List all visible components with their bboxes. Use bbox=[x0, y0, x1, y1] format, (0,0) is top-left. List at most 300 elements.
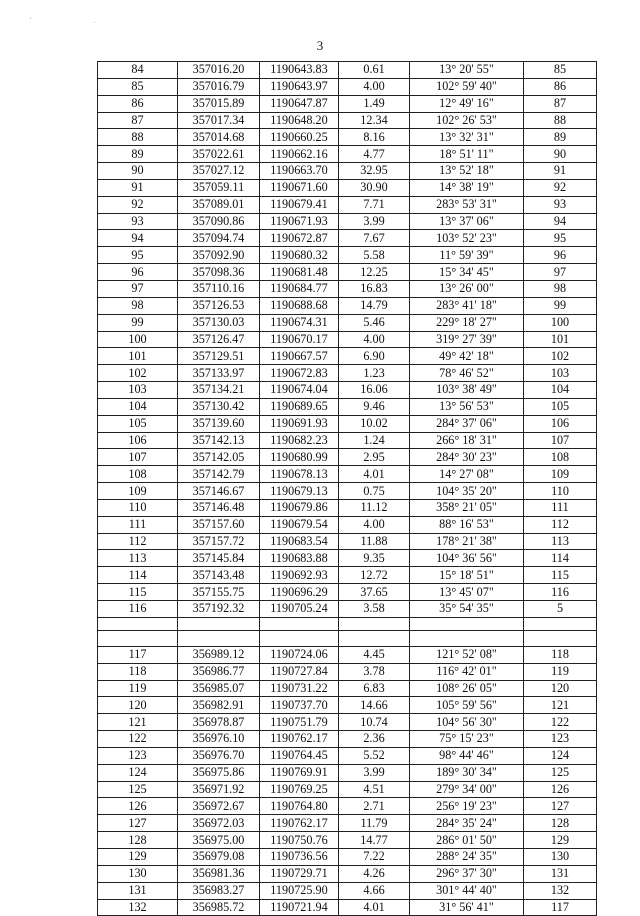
x-coordinate-cell: 356986.77 bbox=[178, 663, 260, 680]
y-coordinate-cell: 1190679.86 bbox=[260, 499, 339, 516]
next-point-cell: 115 bbox=[524, 567, 597, 584]
next-point-cell: 123 bbox=[524, 731, 597, 748]
x-coordinate-cell: 357143.48 bbox=[178, 567, 260, 584]
table-row bbox=[98, 550, 597, 567]
point-number-cell: 131 bbox=[98, 882, 178, 899]
empty-cell bbox=[339, 630, 410, 646]
x-coordinate-cell: 357110.16 bbox=[178, 280, 260, 297]
x-coordinate-cell: 357016.20 bbox=[178, 62, 260, 79]
bearing-cell: 283° 53' 31" bbox=[410, 196, 524, 213]
blank-row bbox=[98, 617, 597, 630]
next-point-cell: 108 bbox=[524, 449, 597, 466]
bearing-cell: 13° 20' 55" bbox=[410, 62, 524, 79]
y-coordinate-cell: 1190643.83 bbox=[260, 62, 339, 79]
y-coordinate-cell: 1190683.88 bbox=[260, 550, 339, 567]
next-point-cell: 110 bbox=[524, 483, 597, 500]
x-coordinate-cell: 356983.27 bbox=[178, 882, 260, 899]
distance-cell: 30.90 bbox=[339, 179, 410, 196]
table-row bbox=[98, 601, 597, 618]
table-row bbox=[98, 483, 597, 500]
bearing-cell: 102° 59' 40" bbox=[410, 78, 524, 95]
distance-cell: 4.01 bbox=[339, 899, 410, 916]
table-row bbox=[98, 832, 597, 849]
table-row bbox=[98, 365, 597, 382]
next-point-cell: 121 bbox=[524, 697, 597, 714]
x-coordinate-cell: 356975.86 bbox=[178, 764, 260, 781]
next-point-cell: 89 bbox=[524, 129, 597, 146]
x-coordinate-cell: 357129.51 bbox=[178, 348, 260, 365]
distance-cell: 10.02 bbox=[339, 415, 410, 432]
next-point-cell: 131 bbox=[524, 865, 597, 882]
y-coordinate-cell: 1190678.13 bbox=[260, 466, 339, 483]
empty-cell bbox=[410, 617, 524, 630]
next-point-cell: 85 bbox=[524, 62, 597, 79]
y-coordinate-cell: 1190647.87 bbox=[260, 95, 339, 112]
distance-cell: 7.67 bbox=[339, 230, 410, 247]
y-coordinate-cell: 1190681.48 bbox=[260, 264, 339, 281]
bearing-cell: 98° 44' 46" bbox=[410, 747, 524, 764]
x-coordinate-cell: 357017.34 bbox=[178, 112, 260, 129]
point-number-cell: 132 bbox=[98, 899, 178, 916]
y-coordinate-cell: 1190762.17 bbox=[260, 815, 339, 832]
next-point-cell: 104 bbox=[524, 382, 597, 399]
table-row bbox=[98, 280, 597, 297]
next-point-cell: 86 bbox=[524, 78, 597, 95]
distance-cell: 1.23 bbox=[339, 365, 410, 382]
point-number-cell: 122 bbox=[98, 731, 178, 748]
next-point-cell: 119 bbox=[524, 663, 597, 680]
distance-cell: 0.75 bbox=[339, 483, 410, 500]
bearing-cell: 319° 27' 39" bbox=[410, 331, 524, 348]
bearing-cell: 103° 52' 23" bbox=[410, 230, 524, 247]
x-coordinate-cell: 357133.97 bbox=[178, 365, 260, 382]
point-number-cell: 125 bbox=[98, 781, 178, 798]
x-coordinate-cell: 357134.21 bbox=[178, 382, 260, 399]
y-coordinate-cell: 1190725.90 bbox=[260, 882, 339, 899]
y-coordinate-cell: 1190682.23 bbox=[260, 432, 339, 449]
bearing-cell: 288° 24' 35" bbox=[410, 848, 524, 865]
y-coordinate-cell: 1190764.80 bbox=[260, 798, 339, 815]
distance-cell: 2.36 bbox=[339, 731, 410, 748]
point-number-cell: 121 bbox=[98, 714, 178, 731]
next-point-cell: 102 bbox=[524, 348, 597, 365]
y-coordinate-cell: 1190680.32 bbox=[260, 247, 339, 264]
point-number-cell: 128 bbox=[98, 832, 178, 849]
distance-cell: 3.99 bbox=[339, 764, 410, 781]
bearing-cell: 11° 59' 39" bbox=[410, 247, 524, 264]
next-point-cell: 111 bbox=[524, 499, 597, 516]
y-coordinate-cell: 1190672.83 bbox=[260, 365, 339, 382]
distance-cell: 3.58 bbox=[339, 601, 410, 618]
y-coordinate-cell: 1190705.24 bbox=[260, 601, 339, 618]
bearing-cell: 104° 35' 20" bbox=[410, 483, 524, 500]
x-coordinate-cell: 357130.42 bbox=[178, 398, 260, 415]
distance-cell: 10.74 bbox=[339, 714, 410, 731]
distance-cell: 5.58 bbox=[339, 247, 410, 264]
point-number-cell: 130 bbox=[98, 865, 178, 882]
x-coordinate-cell: 356978.87 bbox=[178, 714, 260, 731]
bearing-cell: 284° 37' 06" bbox=[410, 415, 524, 432]
point-number-cell: 116 bbox=[98, 601, 178, 618]
distance-cell: 14.77 bbox=[339, 832, 410, 849]
bearing-cell: 116° 42' 01" bbox=[410, 663, 524, 680]
next-point-cell: 93 bbox=[524, 196, 597, 213]
point-number-cell: 123 bbox=[98, 747, 178, 764]
point-number-cell: 101 bbox=[98, 348, 178, 365]
distance-cell: 11.88 bbox=[339, 533, 410, 550]
bearing-cell: 189° 30' 34" bbox=[410, 764, 524, 781]
table-row bbox=[98, 499, 597, 516]
bearing-cell: 13° 32' 31" bbox=[410, 129, 524, 146]
distance-cell: 12.25 bbox=[339, 264, 410, 281]
next-point-cell: 94 bbox=[524, 213, 597, 230]
table-row bbox=[98, 331, 597, 348]
x-coordinate-cell: 356976.10 bbox=[178, 731, 260, 748]
next-point-cell: 125 bbox=[524, 764, 597, 781]
x-coordinate-cell: 357155.75 bbox=[178, 584, 260, 601]
point-number-cell: 118 bbox=[98, 663, 178, 680]
x-coordinate-cell: 357146.67 bbox=[178, 483, 260, 500]
table-row bbox=[98, 680, 597, 697]
y-coordinate-cell: 1190769.25 bbox=[260, 781, 339, 798]
x-coordinate-cell: 357059.11 bbox=[178, 179, 260, 196]
x-coordinate-cell: 357145.84 bbox=[178, 550, 260, 567]
table-row bbox=[98, 781, 597, 798]
next-point-cell: 113 bbox=[524, 533, 597, 550]
point-number-cell: 124 bbox=[98, 764, 178, 781]
y-coordinate-cell: 1190689.65 bbox=[260, 398, 339, 415]
y-coordinate-cell: 1190769.91 bbox=[260, 764, 339, 781]
point-number-cell: 107 bbox=[98, 449, 178, 466]
x-coordinate-cell: 357146.48 bbox=[178, 499, 260, 516]
point-number-cell: 92 bbox=[98, 196, 178, 213]
point-number-cell: 119 bbox=[98, 680, 178, 697]
x-coordinate-cell: 357089.01 bbox=[178, 196, 260, 213]
point-number-cell: 111 bbox=[98, 516, 178, 533]
point-number-cell: 120 bbox=[98, 697, 178, 714]
distance-cell: 7.71 bbox=[339, 196, 410, 213]
y-coordinate-cell: 1190648.20 bbox=[260, 112, 339, 129]
next-point-cell: 101 bbox=[524, 331, 597, 348]
bearing-cell: 279° 34' 00" bbox=[410, 781, 524, 798]
y-coordinate-cell: 1190691.93 bbox=[260, 415, 339, 432]
table-row bbox=[98, 882, 597, 899]
bearing-cell: 13° 45' 07" bbox=[410, 584, 524, 601]
table-row bbox=[98, 533, 597, 550]
bearing-cell: 121° 52' 08" bbox=[410, 646, 524, 663]
y-coordinate-cell: 1190679.54 bbox=[260, 516, 339, 533]
y-coordinate-cell: 1190727.84 bbox=[260, 663, 339, 680]
point-number-cell: 84 bbox=[98, 62, 178, 79]
point-number-cell: 90 bbox=[98, 163, 178, 180]
y-coordinate-cell: 1190762.17 bbox=[260, 731, 339, 748]
next-point-cell: 91 bbox=[524, 163, 597, 180]
next-point-cell: 109 bbox=[524, 466, 597, 483]
point-number-cell: 88 bbox=[98, 129, 178, 146]
bearing-cell: 13° 26' 00" bbox=[410, 280, 524, 297]
next-point-cell: 114 bbox=[524, 550, 597, 567]
point-number-cell: 108 bbox=[98, 466, 178, 483]
point-number-cell: 91 bbox=[98, 179, 178, 196]
y-coordinate-cell: 1190660.25 bbox=[260, 129, 339, 146]
y-coordinate-cell: 1190662.16 bbox=[260, 146, 339, 163]
table-row bbox=[98, 663, 597, 680]
y-coordinate-cell: 1190643.97 bbox=[260, 78, 339, 95]
next-point-cell: 132 bbox=[524, 882, 597, 899]
distance-cell: 9.46 bbox=[339, 398, 410, 415]
next-point-cell: 130 bbox=[524, 848, 597, 865]
distance-cell: 8.16 bbox=[339, 129, 410, 146]
point-number-cell: 126 bbox=[98, 798, 178, 815]
y-coordinate-cell: 1190731.22 bbox=[260, 680, 339, 697]
bearing-cell: 49° 42' 18" bbox=[410, 348, 524, 365]
point-number-cell: 89 bbox=[98, 146, 178, 163]
x-coordinate-cell: 357142.79 bbox=[178, 466, 260, 483]
bearing-cell: 284° 35' 24" bbox=[410, 815, 524, 832]
distance-cell: 1.49 bbox=[339, 95, 410, 112]
point-number-cell: 86 bbox=[98, 95, 178, 112]
bearing-cell: 102° 26' 53" bbox=[410, 112, 524, 129]
y-coordinate-cell: 1190680.99 bbox=[260, 449, 339, 466]
table-row bbox=[98, 432, 597, 449]
table-row bbox=[98, 95, 597, 112]
point-number-cell: 96 bbox=[98, 264, 178, 281]
y-coordinate-cell: 1190663.70 bbox=[260, 163, 339, 180]
distance-cell: 4.00 bbox=[339, 331, 410, 348]
x-coordinate-cell: 357157.72 bbox=[178, 533, 260, 550]
x-coordinate-cell: 357142.13 bbox=[178, 432, 260, 449]
y-coordinate-cell: 1190683.54 bbox=[260, 533, 339, 550]
bearing-cell: 12° 49' 16" bbox=[410, 95, 524, 112]
distance-cell: 4.77 bbox=[339, 146, 410, 163]
x-coordinate-cell: 357090.86 bbox=[178, 213, 260, 230]
bearing-cell: 104° 36' 56" bbox=[410, 550, 524, 567]
x-coordinate-cell: 357014.68 bbox=[178, 129, 260, 146]
next-point-cell: 116 bbox=[524, 584, 597, 601]
bearing-cell: 15° 18' 51" bbox=[410, 567, 524, 584]
table-row bbox=[98, 731, 597, 748]
table-row bbox=[98, 382, 597, 399]
point-number-cell: 113 bbox=[98, 550, 178, 567]
bearing-cell: 13° 37' 06" bbox=[410, 213, 524, 230]
table-row bbox=[98, 230, 597, 247]
y-coordinate-cell: 1190750.76 bbox=[260, 832, 339, 849]
point-number-cell: 93 bbox=[98, 213, 178, 230]
point-number-cell: 97 bbox=[98, 280, 178, 297]
bearing-cell: 13° 52' 18" bbox=[410, 163, 524, 180]
y-coordinate-cell: 1190751.79 bbox=[260, 714, 339, 731]
x-coordinate-cell: 356971.92 bbox=[178, 781, 260, 798]
empty-cell bbox=[524, 617, 597, 630]
next-point-cell: 96 bbox=[524, 247, 597, 264]
distance-cell: 37.65 bbox=[339, 584, 410, 601]
distance-cell: 0.61 bbox=[339, 62, 410, 79]
table-row bbox=[98, 516, 597, 533]
y-coordinate-cell: 1190679.41 bbox=[260, 196, 339, 213]
empty-cell bbox=[98, 630, 178, 646]
table-row bbox=[98, 899, 597, 916]
distance-cell: 12.72 bbox=[339, 567, 410, 584]
table-row bbox=[98, 865, 597, 882]
y-coordinate-cell: 1190696.29 bbox=[260, 584, 339, 601]
table-row bbox=[98, 62, 597, 79]
distance-cell: 16.83 bbox=[339, 280, 410, 297]
distance-cell: 4.66 bbox=[339, 882, 410, 899]
coordinates-table-body bbox=[98, 62, 597, 916]
table-row bbox=[98, 398, 597, 415]
empty-cell bbox=[178, 617, 260, 630]
y-coordinate-cell: 1190764.45 bbox=[260, 747, 339, 764]
distance-cell: 6.83 bbox=[339, 680, 410, 697]
y-coordinate-cell: 1190674.04 bbox=[260, 382, 339, 399]
point-number-cell: 94 bbox=[98, 230, 178, 247]
next-point-cell: 124 bbox=[524, 747, 597, 764]
distance-cell: 4.51 bbox=[339, 781, 410, 798]
distance-cell: 11.79 bbox=[339, 815, 410, 832]
distance-cell: 6.90 bbox=[339, 348, 410, 365]
table-row bbox=[98, 798, 597, 815]
table-row bbox=[98, 466, 597, 483]
distance-cell: 5.46 bbox=[339, 314, 410, 331]
table-row bbox=[98, 714, 597, 731]
next-point-cell: 117 bbox=[524, 899, 597, 916]
x-coordinate-cell: 356985.07 bbox=[178, 680, 260, 697]
point-number-cell: 115 bbox=[98, 584, 178, 601]
y-coordinate-cell: 1190692.93 bbox=[260, 567, 339, 584]
point-number-cell: 117 bbox=[98, 646, 178, 663]
table-row bbox=[98, 584, 597, 601]
separator-row bbox=[98, 630, 597, 646]
distance-cell: 32.95 bbox=[339, 163, 410, 180]
x-coordinate-cell: 357016.79 bbox=[178, 78, 260, 95]
table-row bbox=[98, 348, 597, 365]
bearing-cell: 18° 51' 11" bbox=[410, 146, 524, 163]
empty-cell bbox=[260, 630, 339, 646]
y-coordinate-cell: 1190679.13 bbox=[260, 483, 339, 500]
bearing-cell: 14° 27' 08" bbox=[410, 466, 524, 483]
x-coordinate-cell: 357027.12 bbox=[178, 163, 260, 180]
table-row bbox=[98, 146, 597, 163]
bearing-cell: 296° 37' 30" bbox=[410, 865, 524, 882]
bearing-cell: 286° 01' 50" bbox=[410, 832, 524, 849]
distance-cell: 1.24 bbox=[339, 432, 410, 449]
y-coordinate-cell: 1190688.68 bbox=[260, 297, 339, 314]
bearing-cell: 31° 56' 41" bbox=[410, 899, 524, 916]
distance-cell: 7.22 bbox=[339, 848, 410, 865]
point-number-cell: 110 bbox=[98, 499, 178, 516]
point-number-cell: 85 bbox=[98, 78, 178, 95]
x-coordinate-cell: 357126.53 bbox=[178, 297, 260, 314]
bearing-cell: 284° 30' 23" bbox=[410, 449, 524, 466]
table-row bbox=[98, 314, 597, 331]
x-coordinate-cell: 356972.67 bbox=[178, 798, 260, 815]
empty-cell bbox=[98, 617, 178, 630]
bearing-cell: 301° 44' 40" bbox=[410, 882, 524, 899]
y-coordinate-cell: 1190671.93 bbox=[260, 213, 339, 230]
bearing-cell: 178° 21' 38" bbox=[410, 533, 524, 550]
point-number-cell: 100 bbox=[98, 331, 178, 348]
table-row bbox=[98, 179, 597, 196]
point-number-cell: 105 bbox=[98, 415, 178, 432]
y-coordinate-cell: 1190672.87 bbox=[260, 230, 339, 247]
next-point-cell: 100 bbox=[524, 314, 597, 331]
distance-cell: 3.99 bbox=[339, 213, 410, 230]
table-row bbox=[98, 112, 597, 129]
bearing-cell: 108° 26' 05" bbox=[410, 680, 524, 697]
table-row bbox=[98, 196, 597, 213]
y-coordinate-cell: 1190684.77 bbox=[260, 280, 339, 297]
table-row bbox=[98, 815, 597, 832]
bearing-cell: 104° 56' 30" bbox=[410, 714, 524, 731]
y-coordinate-cell: 1190737.70 bbox=[260, 697, 339, 714]
x-coordinate-cell: 357094.74 bbox=[178, 230, 260, 247]
x-coordinate-cell: 357130.03 bbox=[178, 314, 260, 331]
table-row bbox=[98, 163, 597, 180]
scan-specks: ' . bbox=[30, 16, 126, 25]
bearing-cell: 105° 59' 56" bbox=[410, 697, 524, 714]
distance-cell: 4.26 bbox=[339, 865, 410, 882]
distance-cell: 4.00 bbox=[339, 78, 410, 95]
x-coordinate-cell: 356989.12 bbox=[178, 646, 260, 663]
y-coordinate-cell: 1190729.71 bbox=[260, 865, 339, 882]
y-coordinate-cell: 1190667.57 bbox=[260, 348, 339, 365]
point-number-cell: 98 bbox=[98, 297, 178, 314]
y-coordinate-cell: 1190736.56 bbox=[260, 848, 339, 865]
x-coordinate-cell: 357126.47 bbox=[178, 331, 260, 348]
next-point-cell: 92 bbox=[524, 179, 597, 196]
table-row bbox=[98, 646, 597, 663]
table-row bbox=[98, 848, 597, 865]
y-coordinate-cell: 1190674.31 bbox=[260, 314, 339, 331]
empty-cell bbox=[260, 617, 339, 630]
distance-cell: 2.71 bbox=[339, 798, 410, 815]
point-number-cell: 112 bbox=[98, 533, 178, 550]
y-coordinate-cell: 1190670.17 bbox=[260, 331, 339, 348]
table-row bbox=[98, 213, 597, 230]
point-number-cell: 102 bbox=[98, 365, 178, 382]
point-number-cell: 109 bbox=[98, 483, 178, 500]
next-point-cell: 87 bbox=[524, 95, 597, 112]
next-point-cell: 98 bbox=[524, 280, 597, 297]
next-point-cell: 99 bbox=[524, 297, 597, 314]
y-coordinate-cell: 1190724.06 bbox=[260, 646, 339, 663]
x-coordinate-cell: 356972.03 bbox=[178, 815, 260, 832]
next-point-cell: 126 bbox=[524, 781, 597, 798]
bearing-cell: 35° 54' 35" bbox=[410, 601, 524, 618]
y-coordinate-cell: 1190721.94 bbox=[260, 899, 339, 916]
next-point-cell: 106 bbox=[524, 415, 597, 432]
next-point-cell: 5 bbox=[524, 601, 597, 618]
next-point-cell: 129 bbox=[524, 832, 597, 849]
x-coordinate-cell: 356975.00 bbox=[178, 832, 260, 849]
empty-cell bbox=[339, 617, 410, 630]
table-row bbox=[98, 129, 597, 146]
coordinates-table bbox=[97, 61, 597, 916]
point-number-cell: 99 bbox=[98, 314, 178, 331]
x-coordinate-cell: 357192.32 bbox=[178, 601, 260, 618]
x-coordinate-cell: 357142.05 bbox=[178, 449, 260, 466]
distance-cell: 14.66 bbox=[339, 697, 410, 714]
bearing-cell: 283° 41' 18" bbox=[410, 297, 524, 314]
x-coordinate-cell: 356981.36 bbox=[178, 865, 260, 882]
distance-cell: 4.45 bbox=[339, 646, 410, 663]
distance-cell: 4.00 bbox=[339, 516, 410, 533]
next-point-cell: 128 bbox=[524, 815, 597, 832]
next-point-cell: 120 bbox=[524, 680, 597, 697]
point-number-cell: 127 bbox=[98, 815, 178, 832]
table-row bbox=[98, 764, 597, 781]
x-coordinate-cell: 357098.36 bbox=[178, 264, 260, 281]
